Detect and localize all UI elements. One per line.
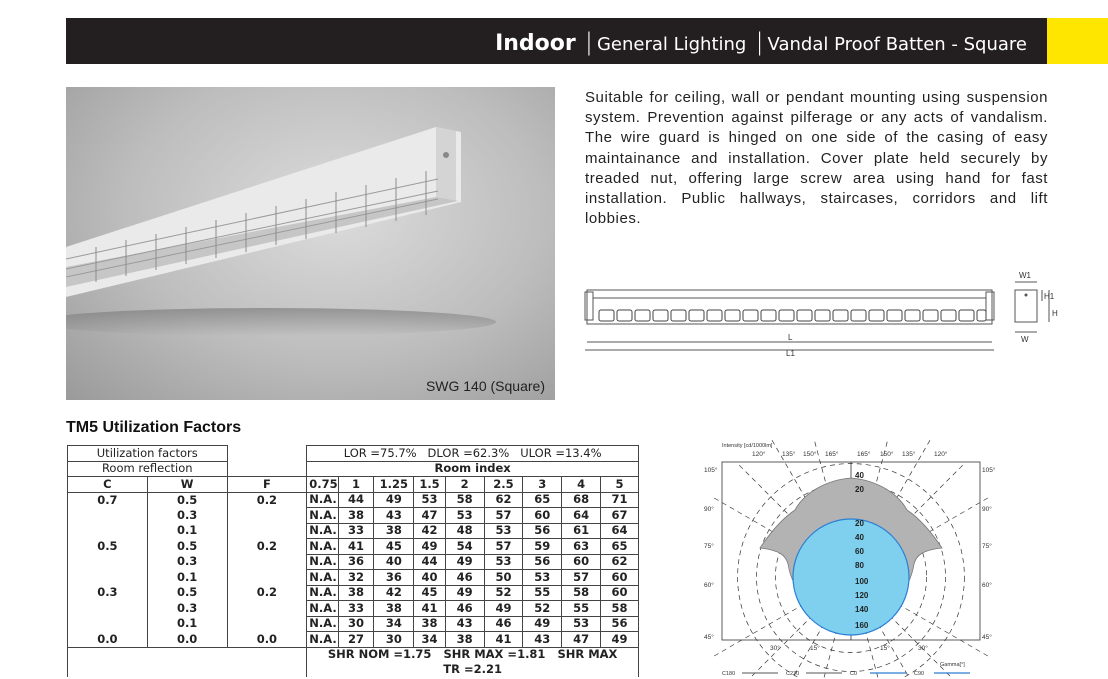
ring-label: 40 (855, 471, 864, 480)
room-index-header: 2 (445, 477, 484, 493)
cell-c: 0.3 (68, 585, 148, 601)
table-cell: 36 (374, 570, 414, 586)
table-cell: 58 (601, 601, 639, 617)
table-cell: 53 (484, 554, 523, 570)
cell-c: 0.7 (68, 492, 148, 508)
cell-f: 0.2 (227, 539, 307, 555)
ring-label: 80 (855, 561, 864, 570)
table-row (68, 492, 639, 508)
table-cell: 62 (601, 554, 639, 570)
table-cell: 38 (338, 508, 374, 524)
ring-label: 60 (855, 547, 864, 556)
top-angle-label: 150° (880, 451, 894, 458)
table-cell: 58 (562, 585, 601, 601)
header-product: Vandal Proof Batten - Square (767, 34, 1027, 55)
table-cell: 64 (601, 523, 639, 539)
table-cell: 45 (374, 539, 414, 555)
table-cell: 56 (601, 616, 639, 632)
cell-w: 0.3 (147, 554, 227, 570)
dimension-drawing (583, 268, 1063, 358)
cell-w: 0.5 (147, 492, 227, 508)
gamma-label: Gamma[°] (940, 662, 965, 668)
header-bar (66, 18, 1047, 64)
table-cell: 41 (338, 539, 374, 555)
table-cell: 60 (523, 508, 562, 524)
table-cell: 44 (338, 492, 374, 508)
table-cell: N.A. (307, 554, 338, 570)
table-cell: 62 (484, 492, 523, 508)
cell-w: 0.3 (147, 601, 227, 617)
table-cell: 52 (484, 585, 523, 601)
header-category: General Lighting (596, 34, 747, 55)
header-title: Indoor (495, 31, 576, 56)
table-cell: 52 (523, 601, 562, 617)
table-cell: 53 (484, 523, 523, 539)
ring-label: 140 (855, 605, 869, 614)
ring-label: 40 (855, 533, 864, 542)
table-cell: 53 (523, 570, 562, 586)
table-cell: 38 (338, 585, 374, 601)
table-cell: N.A. (307, 492, 338, 508)
cell-f (227, 554, 307, 570)
table-cell: 46 (445, 570, 484, 586)
header-separator: | (755, 28, 764, 56)
right-angle-label: 75° (982, 543, 992, 550)
cell-w: 0.1 (147, 570, 227, 586)
table-cell: 33 (338, 523, 374, 539)
label-room-index: Room index (307, 461, 639, 477)
table-cell: 59 (523, 539, 562, 555)
table-cell: 65 (523, 492, 562, 508)
right-angle-label: 105° (982, 467, 996, 474)
table-cell: N.A. (307, 585, 338, 601)
product-description: Suitable for ceiling, wall or pendant mounting using suspension system. Prevention against pilferage or any acts of vandalism. The wire guard is hinged on one side of the casing of easy maintainance and installation. Cover plate held securely by treaded nut, offering large screw area using hand for fast installation. Public hallways, staircases, corridors and lift lobbies. (585, 89, 1048, 228)
utilization-table (67, 445, 639, 677)
table-cell: 58 (445, 492, 484, 508)
table-cell: 60 (601, 570, 639, 586)
dim-H: H (1052, 309, 1058, 318)
legend-label: C90 (914, 671, 925, 677)
top-angle-label: 165° (825, 451, 839, 458)
table-cell: 38 (374, 601, 414, 617)
table-cell: 41 (484, 632, 523, 648)
table-cell: N.A. (307, 508, 338, 524)
top-angle-label: 120° (934, 451, 948, 458)
bottom-angle-label: 30° (770, 645, 780, 652)
left-angle-label: 45° (704, 634, 714, 641)
top-angle-label: 150° (803, 451, 817, 458)
table-cell: 40 (414, 570, 445, 586)
table-cell: 34 (374, 616, 414, 632)
header-w: W (147, 477, 227, 493)
table-row (68, 601, 639, 617)
table-cell: 57 (562, 570, 601, 586)
dim-W: W (1021, 335, 1029, 344)
cell-f (227, 616, 307, 632)
table-row (68, 632, 639, 648)
table-cell: 41 (414, 601, 445, 617)
right-angle-label: 60° (982, 582, 992, 589)
label-utilization-factors: Utilization factors (68, 446, 228, 462)
left-angle-label: 75° (704, 543, 714, 550)
cell-w: 0.0 (147, 632, 227, 648)
table-cell: 71 (601, 492, 639, 508)
dim-H1: H1 (1044, 292, 1055, 301)
cell-c: 0.5 (68, 539, 148, 555)
table-cell: 30 (338, 616, 374, 632)
legend-label: C270 (786, 671, 800, 677)
table-cell: 43 (523, 632, 562, 648)
table-cell: N.A. (307, 539, 338, 555)
cell-c (68, 616, 148, 632)
table-cell: 55 (562, 601, 601, 617)
cell-c (68, 523, 148, 539)
dim-L1: L1 (786, 349, 795, 358)
cell-w: 0.3 (147, 508, 227, 524)
table-cell: 45 (414, 585, 445, 601)
ring-label: 120 (855, 591, 869, 600)
room-index-header: 1.25 (374, 477, 414, 493)
table-cell: 38 (374, 523, 414, 539)
table-cell: 57 (484, 539, 523, 555)
header-accent-block (1047, 18, 1108, 64)
table-cell: 27 (338, 632, 374, 648)
cell-c (68, 570, 148, 586)
ring-label: 20 (855, 485, 864, 494)
legend-label: C0 (850, 671, 858, 677)
top-angle-label: 120° (752, 451, 766, 458)
table-cell: N.A. (307, 523, 338, 539)
table-cell: 50 (484, 570, 523, 586)
table-cell: 33 (338, 601, 374, 617)
bottom-angle-label: 15° (810, 645, 820, 652)
table-cell: 34 (414, 632, 445, 648)
ring-label: 100 (855, 577, 869, 586)
cell-w: 0.1 (147, 616, 227, 632)
table-cell: 49 (374, 492, 414, 508)
table-cell: 60 (601, 585, 639, 601)
table-cell: 46 (484, 616, 523, 632)
table-cell: 43 (374, 508, 414, 524)
left-angle-label: 90° (704, 506, 714, 513)
ring-label: 160 (855, 621, 869, 630)
table-cell: 32 (338, 570, 374, 586)
cell-c (68, 508, 148, 524)
table-cell: 47 (562, 632, 601, 648)
cell-w: 0.1 (147, 523, 227, 539)
polar-axis-title: Intensity [cd/1000lm] (722, 443, 773, 449)
table-cell: 46 (445, 601, 484, 617)
table-cell: 38 (445, 632, 484, 648)
right-angle-label: 90° (982, 506, 992, 513)
table-cell: 55 (523, 585, 562, 601)
label-room-reflection: Room reflection (68, 461, 228, 477)
table-cell: 56 (523, 554, 562, 570)
table-cell: 61 (562, 523, 601, 539)
table-cell: 47 (414, 508, 445, 524)
cell-f: 0.2 (227, 492, 307, 508)
table-cell: 40 (374, 554, 414, 570)
table-cell: 36 (338, 554, 374, 570)
table-cell: N.A. (307, 632, 338, 648)
cell-f (227, 601, 307, 617)
table-cell: 44 (414, 554, 445, 570)
product-photo (66, 87, 555, 400)
batten-illustration (66, 87, 555, 400)
cell-w: 0.5 (147, 585, 227, 601)
cell-c (68, 601, 148, 617)
table-cell: 49 (484, 601, 523, 617)
cell-f (227, 523, 307, 539)
table-cell: 42 (414, 523, 445, 539)
utilization-table-body (68, 492, 639, 647)
cell-f (227, 508, 307, 524)
ring-label: 20 (855, 519, 864, 528)
cell-f: 0.0 (227, 632, 307, 648)
left-angle-label: 60° (704, 582, 714, 589)
room-index-header: 5 (601, 477, 639, 493)
top-angle-label: 165° (857, 451, 871, 458)
table-cell: 60 (562, 554, 601, 570)
room-index-header: 1 (338, 477, 374, 493)
table-cell: N.A. (307, 616, 338, 632)
cell-w: 0.5 (147, 539, 227, 555)
shr-line: SHR NOM =1.75 SHR MAX =1.81 SHR MAX (307, 647, 639, 662)
table-cell: 49 (414, 539, 445, 555)
lor-line: LOR =75.7% DLOR =62.3% ULOR =13.4% (307, 446, 639, 462)
table-cell: N.A. (307, 570, 338, 586)
table-cell: 67 (601, 508, 639, 524)
table-cell: 49 (445, 585, 484, 601)
table-row (68, 508, 639, 524)
legend-label: C180 (722, 671, 736, 677)
room-index-header: 0.75 (307, 477, 338, 493)
table-cell: 53 (445, 508, 484, 524)
header-text (495, 18, 1027, 64)
table-cell: 68 (562, 492, 601, 508)
table-cell: 57 (484, 508, 523, 524)
room-index-header: 4 (562, 477, 601, 493)
header-f: F (227, 477, 307, 493)
room-index-header: 3 (523, 477, 562, 493)
table-cell: 48 (445, 523, 484, 539)
table-row (68, 570, 639, 586)
top-angle-label: 135° (902, 451, 916, 458)
photo-caption: SWG 140 (Square) (425, 378, 545, 394)
table-cell: 64 (562, 508, 601, 524)
table-cell: 56 (523, 523, 562, 539)
bottom-angle-label: 30° (918, 645, 928, 652)
right-angle-label: 45° (982, 634, 992, 641)
top-angle-label: 135° (782, 451, 796, 458)
table-row (68, 616, 639, 632)
table-cell: 42 (374, 585, 414, 601)
section-title-utilization: TM5 Utilization Factors (66, 419, 242, 436)
table-cell: 63 (562, 539, 601, 555)
table-cell: 65 (601, 539, 639, 555)
left-angle-label: 105° (704, 467, 718, 474)
table-cell: 49 (523, 616, 562, 632)
table-cell: 54 (445, 539, 484, 555)
table-row (68, 523, 639, 539)
cell-c: 0.0 (68, 632, 148, 648)
dim-L: L (788, 333, 793, 342)
table-cell: 38 (414, 616, 445, 632)
table-cell: 30 (374, 632, 414, 648)
header-separator: | (584, 28, 593, 56)
room-index-header: 2.5 (484, 477, 523, 493)
header-c: C (68, 477, 148, 493)
table-row (68, 539, 639, 555)
room-index-header: 1.5 (414, 477, 445, 493)
table-cell: 43 (445, 616, 484, 632)
bottom-angle-label: 15° (880, 645, 890, 652)
tr-line: TR =2.21 (307, 662, 639, 677)
cell-c (68, 554, 148, 570)
dim-W1: W1 (1019, 271, 1031, 280)
table-cell: N.A. (307, 601, 338, 617)
cell-f (227, 570, 307, 586)
table-row (68, 585, 639, 601)
polar-distribution-diagram (700, 438, 1000, 678)
table-row (68, 554, 639, 570)
cell-f: 0.2 (227, 585, 307, 601)
table-cell: 49 (445, 554, 484, 570)
table-cell: 49 (601, 632, 639, 648)
table-cell: 53 (414, 492, 445, 508)
table-cell: 53 (562, 616, 601, 632)
